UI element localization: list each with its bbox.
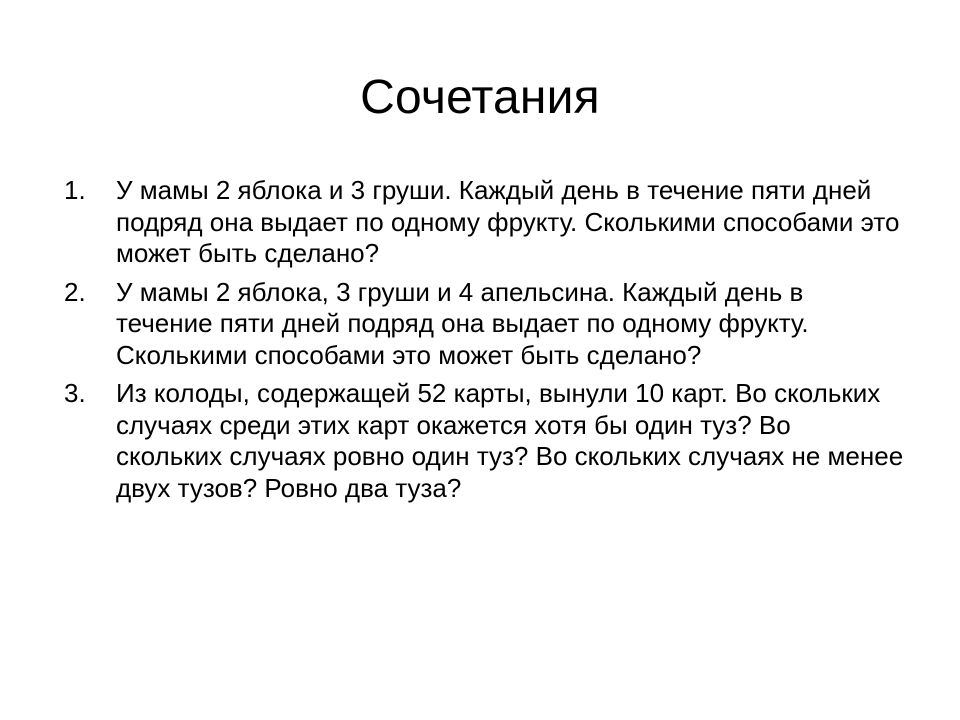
slide-title: Сочетания: [360, 71, 600, 124]
problem-list: [64, 175, 904, 511]
problem-text-3: Из колоды, содержащей 52 карты, вынули 10 карт. Во скольких случаях среди этих карт окажется хотя бы один туз? Во скольких случаях ровно один туз? Во скольких случаях не менее двух тузов? Ровно два туза?: [116, 378, 904, 503]
problem-text-2: У мамы 2 яблока, 3 груши и 4 апельсина. Каждый день в течение пяти дней подряд она выдает по одному фрукту. Сколькими способами это может быть сделано?: [116, 276, 809, 370]
problem-number-2: 2.: [64, 276, 86, 307]
problem-number-1: 1.: [64, 175, 86, 205]
problem-item-3: [64, 378, 904, 504]
problem-text-1: У мамы 2 яблока и 3 груши. Каждый день в течение пяти дней подряд она выдает по одному фрукту. Сколькими способами это может быть сделано?: [116, 175, 900, 268]
problem-item-1: [64, 175, 904, 270]
problem-item-2: [64, 277, 904, 372]
problem-number-3: 3.: [64, 378, 86, 408]
